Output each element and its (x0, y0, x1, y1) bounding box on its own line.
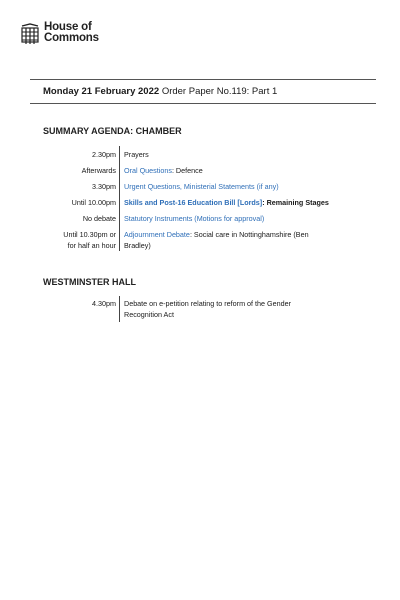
agenda-time: Afterwards (81, 166, 116, 175)
portcullis-icon (20, 23, 40, 45)
header-title: Order Paper No.119: Part 1 (161, 86, 278, 97)
chamber-section-title: SUMMARY AGENDA: CHAMBER (43, 126, 182, 136)
westminster-divider (119, 296, 120, 322)
agenda-desc-tail: : Remaining Stages (262, 198, 329, 207)
agenda-desc (124, 299, 364, 320)
agenda-time-line-1: Until 10.30pm or (63, 230, 116, 239)
logo-line-1: House of (44, 21, 92, 33)
order-paper-header (43, 86, 277, 97)
agenda-time: 4.30pm (92, 299, 116, 308)
header-top-rule (30, 79, 376, 80)
oral-questions-link[interactable]: Oral Questions (124, 166, 172, 175)
agenda-desc-tail: : Defence (171, 166, 203, 175)
chamber-divider (119, 146, 120, 251)
agenda-desc (124, 198, 364, 209)
agenda-desc (124, 166, 364, 177)
logo-line-2: Commons (44, 32, 99, 44)
agenda-time-line-2: for half an hour (67, 240, 116, 250)
urgent-questions-link[interactable]: Urgent Questions, Ministerial Statements (if any) (124, 182, 279, 191)
agenda-time (43, 230, 116, 251)
agenda-desc (124, 182, 364, 193)
westminster-section-title: WESTMINSTER HALL (43, 277, 136, 287)
agenda-time: No debate (82, 214, 116, 223)
agenda-desc-line-1: Debate on e-petition relating to reform of the Gender (124, 299, 292, 308)
adjournment-debate-link[interactable]: Adjournment Debate (124, 230, 190, 239)
agenda-desc-tail-2: Bradley) (124, 240, 151, 250)
agenda-desc: Prayers (124, 150, 149, 159)
agenda-time: 3.30pm (92, 182, 116, 191)
agenda-desc-line-2: Recognition Act (124, 309, 174, 319)
agenda-time: Until 10.00pm (71, 198, 116, 207)
header-date: Monday 21 February 2022 (43, 86, 160, 97)
agenda-desc-tail: : Social care in Nottinghamshire (Ben (189, 230, 309, 239)
agenda-desc (124, 214, 364, 225)
agenda-desc (124, 230, 364, 251)
logo-wordmark (44, 22, 99, 44)
parliament-logo (20, 22, 99, 45)
education-bill-link[interactable]: Skills and Post-16 Education Bill [Lords] (124, 198, 263, 207)
statutory-instruments-link[interactable]: Statutory Instruments (Motions for approval) (124, 214, 265, 223)
agenda-time: 2.30pm (92, 150, 116, 159)
header-bottom-rule (30, 103, 376, 104)
